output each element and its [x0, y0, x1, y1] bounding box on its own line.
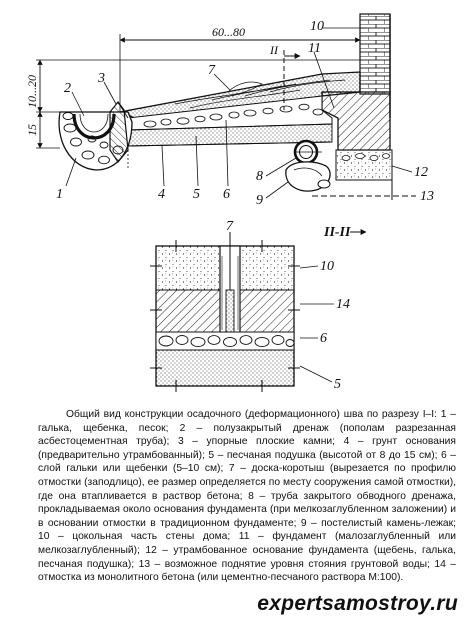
callout-7: 7: [208, 63, 215, 78]
dim-depth-label: 15: [25, 124, 39, 136]
section-2-2-title: II-II: [324, 225, 351, 240]
section-2-callout-6: 6: [320, 331, 327, 346]
callout-5: 5: [193, 187, 200, 202]
layer-gravel: [156, 332, 294, 350]
callout-10: 10: [310, 19, 324, 34]
callout-8: 8: [256, 169, 263, 184]
dim-width-label: 60...80: [212, 25, 245, 39]
callout-12: 12: [414, 165, 428, 180]
site-watermark: expertsamostroy.ru: [257, 592, 458, 615]
callout-11: 11: [308, 41, 321, 56]
board-vertical: [220, 232, 240, 338]
foundation-base: [336, 150, 392, 180]
flat-stone: [286, 162, 330, 191]
callout-6: 6: [223, 187, 230, 202]
section-2-2: [150, 219, 366, 392]
section-2-leaders: [300, 266, 334, 382]
figure-caption: [38, 408, 456, 585]
callout-1: 1: [56, 187, 63, 202]
section-2-callout-7: 7: [226, 219, 233, 234]
callout-13: 13: [420, 189, 434, 204]
callout-9: 9: [256, 193, 263, 208]
section-2-callout-5: 5: [334, 377, 341, 392]
dim-vertical-label: 10...20: [25, 75, 39, 108]
callout-2: 2: [64, 81, 71, 96]
caption-text: Общий вид конструкции осадочного (деформационного) шва по разрезу I–I: 1 – галька, щебенка, песок; 2 – полузакрытый дренаж (пополам разрезанная асбестоцементная труба); 3 – упорные плоские камни; 4 – грунт основания (предварительно утрамбованный); 5 – песчаная подушка (высотой от 8 до 15 см); 6 – слой гальки или щебенки (5–10 см); 7 – доска-коротыш (вырезается по профилю отмостки (заподлицо), ее размер определяется по месту сооружения самой отмостки), где она втапливается в раствор бетона; 8 – труба закрытого обводного дренажа, прокладываемая около основания фундамента (при мелкозаглубленном заложении) и в основании отмостки в традиционном фундаменте; 9 – постелистый камень-лежак; 10 – цокольная часть стены дома; 11 – фундамент (малозаглубленный или мелкозаглубленный); 12 – утрамбованное основание фундамента (щебень, галька, песчаная подушка); 13 – возможное поднятие уровня стояния грунтовой воды; 14 – отмостка из монолитного бетона (или цементно-песчаного раствора М:100).: [38, 409, 456, 584]
callout-4: 4: [158, 187, 165, 202]
layer-sand: [156, 350, 294, 386]
section-1-1: [25, 14, 434, 208]
drain-pipe: [294, 141, 322, 163]
section-2-callout-10: 10: [320, 259, 334, 274]
callout-3: 3: [98, 71, 105, 86]
section-2-callout-14: 14: [336, 297, 350, 312]
section-mark-label: II: [270, 43, 278, 57]
dim-depth: [25, 112, 60, 148]
